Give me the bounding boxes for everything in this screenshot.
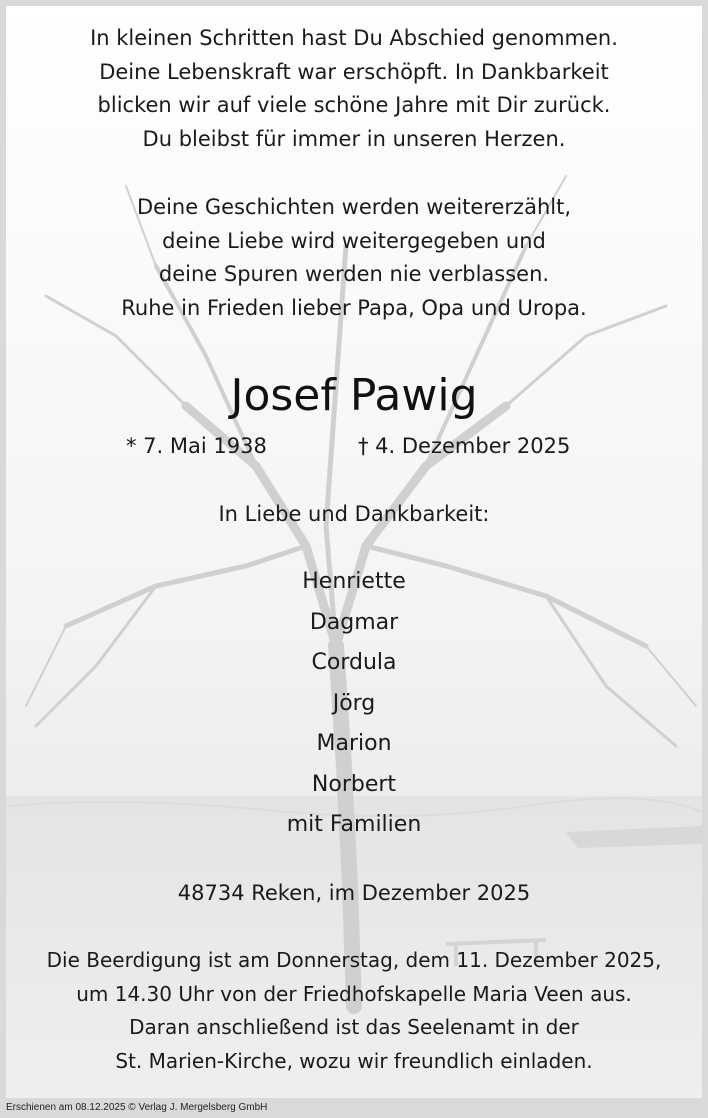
verse-line: Ruhe in Frieden lieber Papa, Opa und Uropa.: [121, 295, 587, 320]
death-date: † 4. Dezember 2025: [358, 434, 571, 458]
verse-line: In kleinen Schritten hast Du Abschied genommen.: [90, 26, 618, 50]
verse-second-stanza: [6, 191, 702, 325]
tree-by-lake-background: [6, 6, 702, 1098]
mourner-name: Norbert: [311, 771, 397, 797]
verse-line: Du bleibst für immer in unseren Herzen.: [142, 126, 566, 151]
mourner-name: Jörg: [332, 690, 376, 716]
place-and-date: 48734 Reken, im Dezember 2025: [177, 881, 531, 905]
obituary-notice: [6, 6, 702, 1098]
verse-line: blicken wir auf viele schöne Jahre mit Dir zurück.: [97, 93, 611, 117]
gratitude-line: In Liebe und Dankbarkeit:: [218, 502, 490, 526]
mourner-name: Cordula: [311, 650, 397, 675]
funeral-line: St. Marien-Kirche, wozu wir freundlich einladen.: [115, 1048, 593, 1073]
mourner-name: Dagmar: [309, 609, 399, 635]
verse-line: deine Liebe wird weitergegeben und: [162, 228, 546, 253]
verse-first-stanza: [6, 22, 702, 156]
birth-date: * 7. Mai 1938: [126, 434, 267, 458]
verse-line: deine Spuren werden nie verblassen.: [158, 262, 550, 286]
funeral-line: um 14.30 Uhr von der Friedhofskapelle Maria Veen aus.: [76, 981, 632, 1006]
verse-line: Deine Geschichten werden weitererzählt,: [137, 195, 571, 219]
verse-line: Deine Lebenskraft war erschöpft. In Dankbarkeit: [99, 59, 609, 84]
mourner-name: Henriette: [302, 569, 406, 594]
mourner-name: mit Familien: [286, 812, 422, 837]
mourner-name: Marion: [316, 731, 392, 756]
deceased-name: Josef Pawig: [230, 370, 478, 421]
life-dates: [6, 429, 702, 463]
funeral-details: [6, 944, 702, 1078]
publication-footer: Erschienen am 08.12.2025 © Verlag J. Mergelsberg GmbH: [6, 1102, 268, 1113]
mourners-list: [6, 562, 702, 846]
funeral-line: Die Beerdigung ist am Donnerstag, dem 11. Dezember 2025,: [46, 948, 662, 972]
funeral-line: Daran anschließend ist das Seelenamt in der: [129, 1015, 579, 1039]
